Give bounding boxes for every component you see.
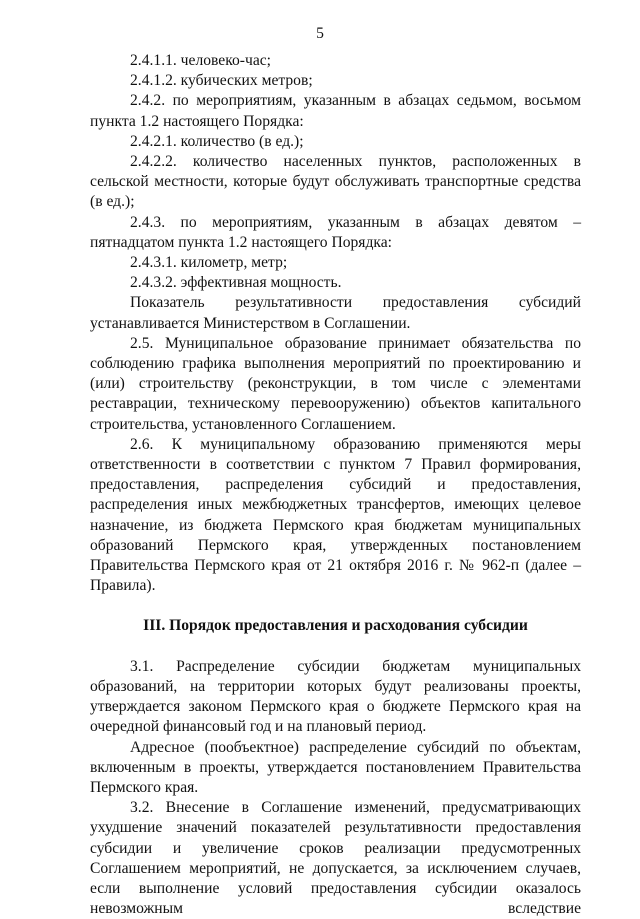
paragraph-3-1: 3.1. Распределение субсидии бюджетам муниципальных образований, на территории которых будут реализованы проекты, утверждается законом Пермского края о бюджете Пермского края на очередной финансовый год и на плановый период. <box>90 657 581 736</box>
document-body <box>90 51 581 919</box>
item-2-4-3-2: 2.4.3.2. эффективная мощность. <box>130 274 342 292</box>
item-2-4-2-2: 2.4.2.2. количество населенных пунктов, расположенных в сельской местности, которые будут обслуживать транспортные средства (в ед.); <box>90 153 581 211</box>
paragraph-3-2: 3.2. Внесение в Соглашение изменений, предусматривающих ухудшение значений показателей результативности предоставления субсидии и увеличение сроков реализации предусмотренных Соглашением мероприятий, не допускается, за исключением случаев, если выполнение условий предоставления субсидии оказалось невозможным вследствие <box>90 799 581 918</box>
paragraph-2-5: 2.5. Муниципальное образование принимает обязательства по соблюдению графика выполнения мероприятий по проектированию и (или) строительству (реконструкции, в том числе с элементами реставрации, техническому перевооружению) объектов капитального строительства, установленного Соглашением. <box>90 334 581 433</box>
paragraph-address-distribution: Адресное (пообъектное) распределение субсидий по объектам, включенным в проекты, утверждается постановлением Правительства Пермского края. <box>90 738 581 796</box>
paragraph-2-4-2: 2.4.2. по мероприятиям, указанным в абзацах седьмом, восьмом пункта 1.2 настоящего Порядка: <box>90 92 581 130</box>
paragraph-2-6: 2.6. К муниципальному образованию применяются меры ответственности в соответствии с пунктом 7 Правил формирования, предоставления, распределения субсидий и предоставления, распределения иных межбюджетных трансфертов, имеющих целевое назначение, из бюджета Пермского края бюджетам муниципальных образований Пермского края, утвержденных постановлением Правительства Пермского края от 21 октября 2016 г. № 962-п (далее – Правила). <box>90 435 581 595</box>
paragraph-2-4-3: 2.4.3. по мероприятиям, указанным в абзацах девятом – пятнадцатом пункта 1.2 настоящего Порядка: <box>90 213 581 251</box>
paragraph-indicator: Показатель результативности предоставления субсидий устанавливается Министерством в Соглашении. <box>90 294 581 332</box>
item-2-4-2-1: 2.4.2.1. количество (в ед.); <box>130 132 304 150</box>
section-heading: III. Порядок предоставления и расходования субсидии <box>143 617 528 635</box>
item-2-4-1-1: 2.4.1.1. человеко-час; <box>130 52 272 69</box>
page-number: 5 <box>316 25 324 42</box>
item-2-4-3-1: 2.4.3.1. километр, метр; <box>130 254 288 272</box>
item-2-4-1-2: 2.4.1.2. кубических метров; <box>130 72 313 90</box>
